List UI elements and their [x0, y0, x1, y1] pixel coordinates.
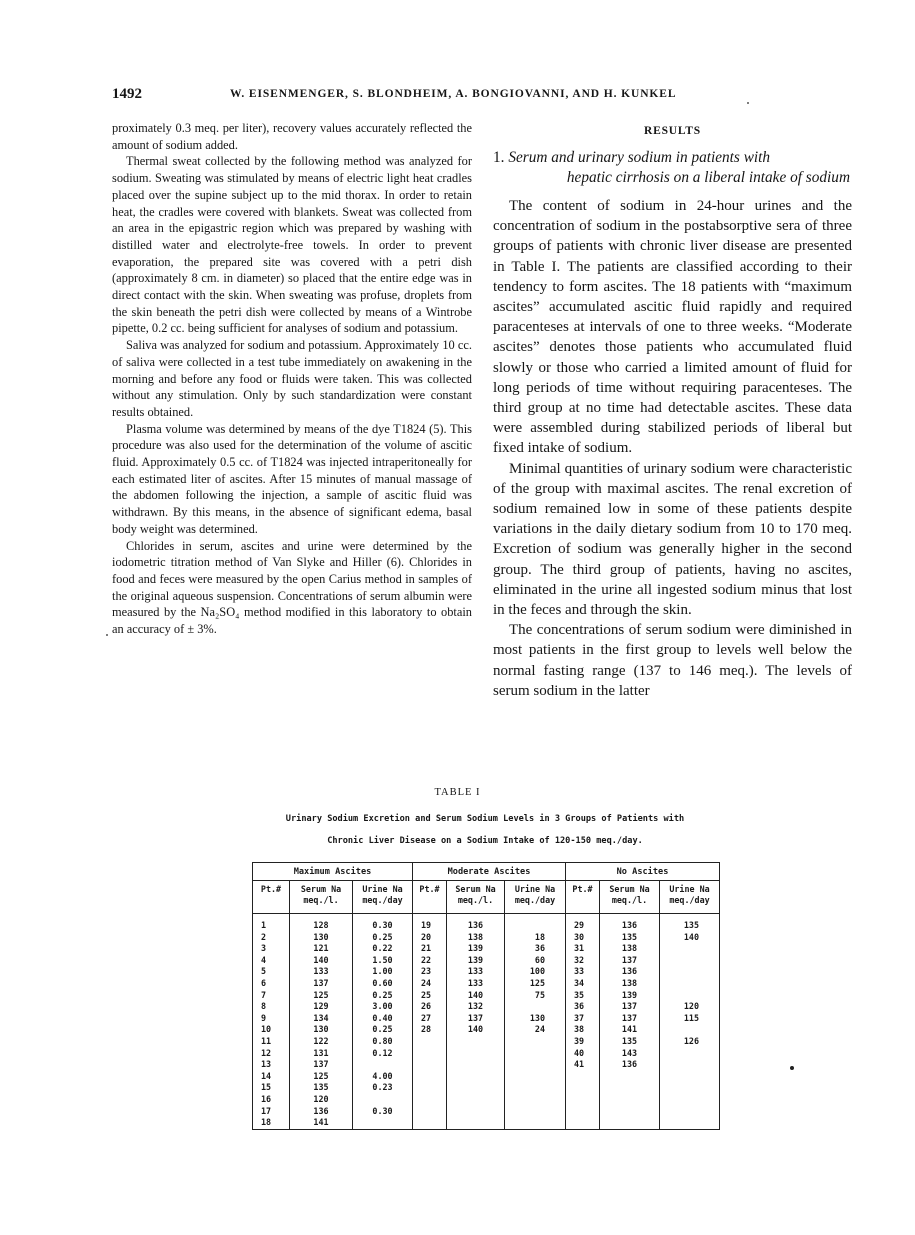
- cell-urine-mod: 75: [505, 990, 566, 1002]
- cell-urine-mod: 125: [505, 978, 566, 990]
- table-row: [253, 1001, 720, 1013]
- cell-urine-max: 0.22: [353, 943, 413, 955]
- paragraph: proximately 0.3 meq. per liter), recovery values accurately reflected the amount of sodium added.: [112, 121, 472, 152]
- col-header-serum: [600, 881, 660, 914]
- cell-serum-max: 130: [290, 1024, 353, 1036]
- paragraph: Minimal quantities of urinary sodium were characteristic of the group with maximal ascites. The renal excretion of sodium remained low in some of these patients despite variations in the daily dietary sodium from 10 to 170 meq. Excretion of sodium was generally higher in the second group. The third group of patients, having no ascites, eliminated in the urine all ingested sodium minus that lost in the feces and through the skin.: [493, 460, 852, 619]
- paragraph: The content of sodium in 24-hour urines and the concentration of sodium in the postabsorptive sera of three groups of patients with chronic liver disease are presented in Table I. The patients are classified according to their tendency to form ascites. The 18 patients with “maximum ascites” accumulated ascitic fluid rapidly and required paracenteses at intervals of one to three weeks. “Moderate ascites” denotes those patients who accumulated fluid slowly or those who carried a limited amount of fluid for long periods of time without requiring paracenteses. The third group at no time had detectable ascites. These data were assembled during stabilized periods of liberal but fixed intake of sodium.: [493, 198, 852, 457]
- cell-pt-max: 15: [253, 1082, 290, 1094]
- table-row: [253, 914, 720, 932]
- cell-urine-max: [353, 1117, 413, 1129]
- table-row: [253, 1071, 720, 1083]
- cell-serum-max: 137: [290, 978, 353, 990]
- section-heading: [493, 148, 852, 188]
- cell-serum-max: 137: [290, 1059, 353, 1071]
- cell-pt-max: 4: [253, 955, 290, 967]
- cell-pt-none: [566, 1106, 600, 1118]
- cell-urine-max: 4.00: [353, 1071, 413, 1083]
- cell-pt-mod: 24: [413, 978, 447, 990]
- col-header-urine-line1: Urine Na: [362, 884, 403, 894]
- cell-serum-mod: 133: [447, 978, 505, 990]
- cell-urine-mod: 36: [505, 943, 566, 955]
- column-header-row: [253, 881, 720, 914]
- cell-urine-max: 0.23: [353, 1082, 413, 1094]
- cell-serum-none: [600, 1082, 660, 1094]
- cell-serum-none: 138: [600, 978, 660, 990]
- table-row: [253, 1013, 720, 1025]
- cell-pt-none: [566, 1071, 600, 1083]
- cell-pt-none: 30: [566, 932, 600, 944]
- cell-serum-none: 138: [600, 943, 660, 955]
- cell-urine-none: 126: [660, 1036, 720, 1048]
- cell-serum-max: 129: [290, 1001, 353, 1013]
- cell-urine-max: 0.30: [353, 1106, 413, 1118]
- stray-dot: [790, 1066, 794, 1070]
- cell-urine-mod: [505, 1071, 566, 1083]
- cell-serum-max: 121: [290, 943, 353, 955]
- cell-serum-max: 131: [290, 1048, 353, 1060]
- cell-pt-none: 31: [566, 943, 600, 955]
- col-header-urine-line1: Urine Na: [514, 884, 556, 894]
- col-header-urine-line2: meq./day: [669, 895, 710, 905]
- table-row: [253, 1048, 720, 1060]
- cell-serum-mod: 138: [447, 932, 505, 944]
- cell-serum-none: 141: [600, 1024, 660, 1036]
- table-row: [253, 966, 720, 978]
- cell-urine-max: 0.40: [353, 1013, 413, 1025]
- cell-serum-max: 141: [290, 1117, 353, 1129]
- cell-serum-none: 136: [600, 1059, 660, 1071]
- cell-pt-none: 36: [566, 1001, 600, 1013]
- col-header-pt: Pt.#: [413, 881, 447, 914]
- left-column: [112, 120, 472, 638]
- cell-urine-max: 0.80: [353, 1036, 413, 1048]
- cell-serum-mod: 139: [447, 943, 505, 955]
- cell-serum-max: 128: [290, 914, 353, 932]
- cell-pt-max: 16: [253, 1094, 290, 1106]
- section-title-line1: Serum and urinary sodium in patients with: [508, 149, 771, 166]
- cell-pt-none: 38: [566, 1024, 600, 1036]
- cell-serum-mod: [447, 1036, 505, 1048]
- cell-serum-none: 143: [600, 1048, 660, 1060]
- cell-serum-mod: 136: [447, 914, 505, 932]
- cell-urine-mod: [505, 1106, 566, 1118]
- cell-urine-none: [660, 990, 720, 1002]
- col-header-urine: [353, 881, 413, 914]
- cell-serum-max: 134: [290, 1013, 353, 1025]
- cell-urine-none: [660, 1059, 720, 1071]
- cell-pt-mod: 28: [413, 1024, 447, 1036]
- cell-pt-none: [566, 1094, 600, 1106]
- cell-serum-mod: [447, 1071, 505, 1083]
- cell-serum-none: 139: [600, 990, 660, 1002]
- cell-pt-max: 8: [253, 1001, 290, 1013]
- cell-serum-none: 137: [600, 955, 660, 967]
- table-row: [253, 1036, 720, 1048]
- cell-urine-mod: [505, 1036, 566, 1048]
- cell-urine-max: 0.30: [353, 914, 413, 932]
- table-row: [253, 1059, 720, 1071]
- cell-urine-none: [660, 1117, 720, 1129]
- col-header-serum-line1: Serum Na: [609, 884, 650, 894]
- paragraph: Thermal sweat collected by the following method was analyzed for sodium. Sweating was stimulated by means of electric light heat cradles placed over the supine subject up to the mid thorax. In order to retain heat, the cradles were covered with blankets. Sweat was collected from an area in the epigastric region which was prepared by washing with distilled water and electrolyte-free towels. In order to prevent evaporation, the prepared site was covered with a petri dish (approximately 8 cm. in diameter) so placed that the entire edge was in direct contact with the skin. When sweating was profuse, droplets from the skin beneath the petri dish were collected by means of a Wintrobe pipette, 0.2 cc. being sufficient for analyses of sodium and potassium.: [112, 154, 472, 336]
- cell-urine-max: 3.00: [353, 1001, 413, 1013]
- cell-pt-mod: [413, 1082, 447, 1094]
- section-number: 1.: [493, 149, 505, 166]
- table-row: [253, 1117, 720, 1129]
- cell-urine-mod: [505, 1059, 566, 1071]
- cell-serum-none: 137: [600, 1013, 660, 1025]
- cell-pt-mod: [413, 1071, 447, 1083]
- col-header-serum-line1: Serum Na: [455, 884, 496, 894]
- col-header-urine-line1: Urine Na: [669, 884, 710, 894]
- cell-urine-none: 120: [660, 1001, 720, 1013]
- cell-urine-none: [660, 1106, 720, 1118]
- table-body: [253, 914, 720, 1130]
- cell-pt-none: 41: [566, 1059, 600, 1071]
- cell-serum-mod: [447, 1082, 505, 1094]
- cell-serum-max: 125: [290, 990, 353, 1002]
- cell-urine-none: [660, 1024, 720, 1036]
- cell-serum-none: 135: [600, 1036, 660, 1048]
- cell-pt-mod: 20: [413, 932, 447, 944]
- cell-urine-none: [660, 955, 720, 967]
- col-header-serum: [290, 881, 353, 914]
- cell-pt-none: 29: [566, 914, 600, 932]
- paragraph: The concentrations of serum sodium were diminished in most patients in the first group to levels well below the normal fasting range (137 to 146 meq.). The levels of serum sodium in the latter: [493, 622, 852, 699]
- stray-speck: [106, 634, 108, 636]
- col-header-serum-line2: meq./l.: [457, 895, 494, 905]
- right-column: [493, 120, 852, 701]
- cell-urine-none: [660, 966, 720, 978]
- cell-serum-none: [600, 1106, 660, 1118]
- col-header-serum-line1: Serum Na: [300, 884, 342, 894]
- cell-serum-mod: 140: [447, 1024, 505, 1036]
- cell-serum-mod: 132: [447, 1001, 505, 1013]
- cell-urine-mod: [505, 1082, 566, 1094]
- cell-pt-max: 10: [253, 1024, 290, 1036]
- cell-serum-max: 135: [290, 1082, 353, 1094]
- table-row: [253, 943, 720, 955]
- cell-urine-max: 0.25: [353, 932, 413, 944]
- cell-urine-mod: [505, 1094, 566, 1106]
- cell-pt-mod: 22: [413, 955, 447, 967]
- cell-pt-mod: [413, 1048, 447, 1060]
- cell-serum-max: 122: [290, 1036, 353, 1048]
- cell-urine-none: [660, 1082, 720, 1094]
- cell-urine-none: [660, 1094, 720, 1106]
- cell-urine-max: 1.50: [353, 955, 413, 967]
- cell-pt-max: 7: [253, 990, 290, 1002]
- paragraph: Plasma volume was determined by means of the dye T1824 (5). This procedure was also used for the determination of the volume of ascitic fluid. Approximately 0.5 cc. of T1824 was injected intraperitoneally for each estimated liter of ascites. After 15 minutes of manual massage of the abdomen following the injection, a sample of ascitic fluid was withdrawn. By this means, in the absence of significant edema, basal body weight was determined.: [112, 421, 472, 536]
- table-row: [253, 1106, 720, 1118]
- cell-pt-max: 2: [253, 932, 290, 944]
- table-row: [253, 990, 720, 1002]
- col-header-urine-line2: meq./day: [362, 895, 403, 905]
- cell-urine-none: 115: [660, 1013, 720, 1025]
- cell-pt-max: 3: [253, 943, 290, 955]
- cell-pt-max: 14: [253, 1071, 290, 1083]
- cell-pt-max: 5: [253, 966, 290, 978]
- table-caption-line1: Urinary Sodium Excretion and Serum Sodium Levels in 3 Groups of Patients with: [285, 814, 685, 824]
- cell-pt-none: 34: [566, 978, 600, 990]
- cell-urine-max: 0.25: [353, 990, 413, 1002]
- cell-pt-mod: [413, 1059, 447, 1071]
- cell-pt-max: 18: [253, 1117, 290, 1129]
- table-row: [253, 1094, 720, 1106]
- cell-urine-mod: [505, 1117, 566, 1129]
- cell-pt-mod: 25: [413, 990, 447, 1002]
- group-header-row: [253, 863, 720, 881]
- cell-serum-none: 135: [600, 932, 660, 944]
- cell-pt-mod: 27: [413, 1013, 447, 1025]
- cell-pt-none: [566, 1117, 600, 1129]
- group-header-no-ascites: No Ascites: [566, 863, 720, 881]
- col-header-serum: [447, 881, 505, 914]
- cell-urine-mod: [505, 914, 566, 932]
- cell-urine-mod: [505, 1001, 566, 1013]
- cell-urine-mod: 24: [505, 1024, 566, 1036]
- col-header-urine-line2: meq./day: [514, 895, 556, 905]
- cell-pt-mod: 26: [413, 1001, 447, 1013]
- group-header-moderate-ascites: Moderate Ascites: [413, 863, 566, 881]
- col-header-pt: Pt.#: [253, 881, 290, 914]
- table-row: [253, 1024, 720, 1036]
- cell-pt-none: 37: [566, 1013, 600, 1025]
- cell-serum-max: 136: [290, 1106, 353, 1118]
- section-title-line2: hepatic cirrhosis on a liberal intake of sodium: [566, 169, 850, 186]
- cell-pt-none: 40: [566, 1048, 600, 1060]
- cell-serum-mod: [447, 1117, 505, 1129]
- cell-serum-max: 133: [290, 966, 353, 978]
- cell-pt-max: 17: [253, 1106, 290, 1118]
- cell-urine-mod: 18: [505, 932, 566, 944]
- cell-serum-max: 130: [290, 932, 353, 944]
- results-heading: RESULTS: [644, 125, 701, 137]
- cell-serum-none: [600, 1117, 660, 1129]
- table-caption-line2: Chronic Liver Disease on a Sodium Intake of 120-150 meq./day.: [327, 836, 643, 846]
- table-label: TABLE I: [434, 787, 481, 798]
- table-row: [253, 932, 720, 944]
- cell-pt-none: 39: [566, 1036, 600, 1048]
- col-header-urine: [505, 881, 566, 914]
- cell-urine-max: 0.60: [353, 978, 413, 990]
- cell-urine-none: [660, 978, 720, 990]
- paragraph: Chlorides in serum, ascites and urine were determined by the iodometric titration method of Van Slyke and Hiller (6). Chlorides in food and feces were measured by the open Carius method in samples of the original aqueous suspension. Concentrations of serum albumin were measured by the Na₂SO₄ method modified in this laboratory to obtain an accuracy of ± 3%.: [112, 538, 472, 637]
- cell-pt-mod: 19: [413, 914, 447, 932]
- cell-urine-max: 0.12: [353, 1048, 413, 1060]
- cell-serum-none: [600, 1094, 660, 1106]
- cell-serum-mod: [447, 1106, 505, 1118]
- cell-pt-max: 6: [253, 978, 290, 990]
- cell-serum-none: [600, 1071, 660, 1083]
- cell-pt-max: 12: [253, 1048, 290, 1060]
- cell-urine-max: [353, 1094, 413, 1106]
- col-header-urine: [660, 881, 720, 914]
- cell-pt-none: 35: [566, 990, 600, 1002]
- cell-urine-none: [660, 1071, 720, 1083]
- sodium-table: [252, 862, 720, 1130]
- cell-pt-mod: [413, 1106, 447, 1118]
- cell-serum-none: 137: [600, 1001, 660, 1013]
- cell-serum-mod: 137: [447, 1013, 505, 1025]
- cell-urine-mod: [505, 1048, 566, 1060]
- table-row: [253, 955, 720, 967]
- group-header-maximum-ascites: Maximum Ascites: [253, 863, 413, 881]
- cell-serum-max: 125: [290, 1071, 353, 1083]
- cell-urine-none: [660, 943, 720, 955]
- cell-pt-max: 11: [253, 1036, 290, 1048]
- cell-serum-max: 140: [290, 955, 353, 967]
- cell-urine-mod: 60: [505, 955, 566, 967]
- running-head-authors: W. EISENMENGER, S. BLONDHEIM, A. BONGIOVANNI, AND H. KUNKEL: [230, 88, 677, 100]
- cell-urine-none: 135: [660, 914, 720, 932]
- cell-serum-mod: 133: [447, 966, 505, 978]
- cell-urine-max: 0.25: [353, 1024, 413, 1036]
- col-header-pt: Pt.#: [566, 881, 600, 914]
- table-row: [253, 1082, 720, 1094]
- cell-serum-mod: [447, 1048, 505, 1060]
- cell-urine-none: [660, 1048, 720, 1060]
- paragraph: Saliva was analyzed for sodium and potassium. Approximately 10 cc. of saliva were collected in a test tube immediately on awakening in the morning and before any food or fluids were taken. This was collected without any stimulation. Only by such standardization were constant results obtained.: [112, 338, 472, 419]
- cell-pt-mod: [413, 1094, 447, 1106]
- cell-pt-none: [566, 1082, 600, 1094]
- cell-serum-mod: 140: [447, 990, 505, 1002]
- cell-serum-mod: [447, 1059, 505, 1071]
- cell-urine-mod: 100: [505, 966, 566, 978]
- cell-pt-mod: [413, 1036, 447, 1048]
- col-header-serum-line2: meq./l.: [611, 895, 648, 905]
- cell-urine-none: 140: [660, 932, 720, 944]
- cell-serum-mod: [447, 1094, 505, 1106]
- cell-pt-max: 13: [253, 1059, 290, 1071]
- cell-pt-mod: 23: [413, 966, 447, 978]
- cell-pt-mod: [413, 1117, 447, 1129]
- cell-serum-mod: 139: [447, 955, 505, 967]
- stray-speck: [747, 102, 749, 104]
- cell-pt-none: 32: [566, 955, 600, 967]
- cell-serum-max: 120: [290, 1094, 353, 1106]
- col-header-serum-line2: meq./l.: [303, 895, 339, 905]
- cell-serum-none: 136: [600, 966, 660, 978]
- cell-pt-mod: 21: [413, 943, 447, 955]
- cell-serum-none: 136: [600, 914, 660, 932]
- cell-pt-max: 9: [253, 1013, 290, 1025]
- cell-urine-mod: 130: [505, 1013, 566, 1025]
- cell-urine-max: 1.00: [353, 966, 413, 978]
- cell-pt-max: 1: [253, 914, 290, 932]
- table-row: [253, 978, 720, 990]
- cell-urine-max: [353, 1059, 413, 1071]
- page-number: 1492: [112, 86, 142, 102]
- cell-pt-none: 33: [566, 966, 600, 978]
